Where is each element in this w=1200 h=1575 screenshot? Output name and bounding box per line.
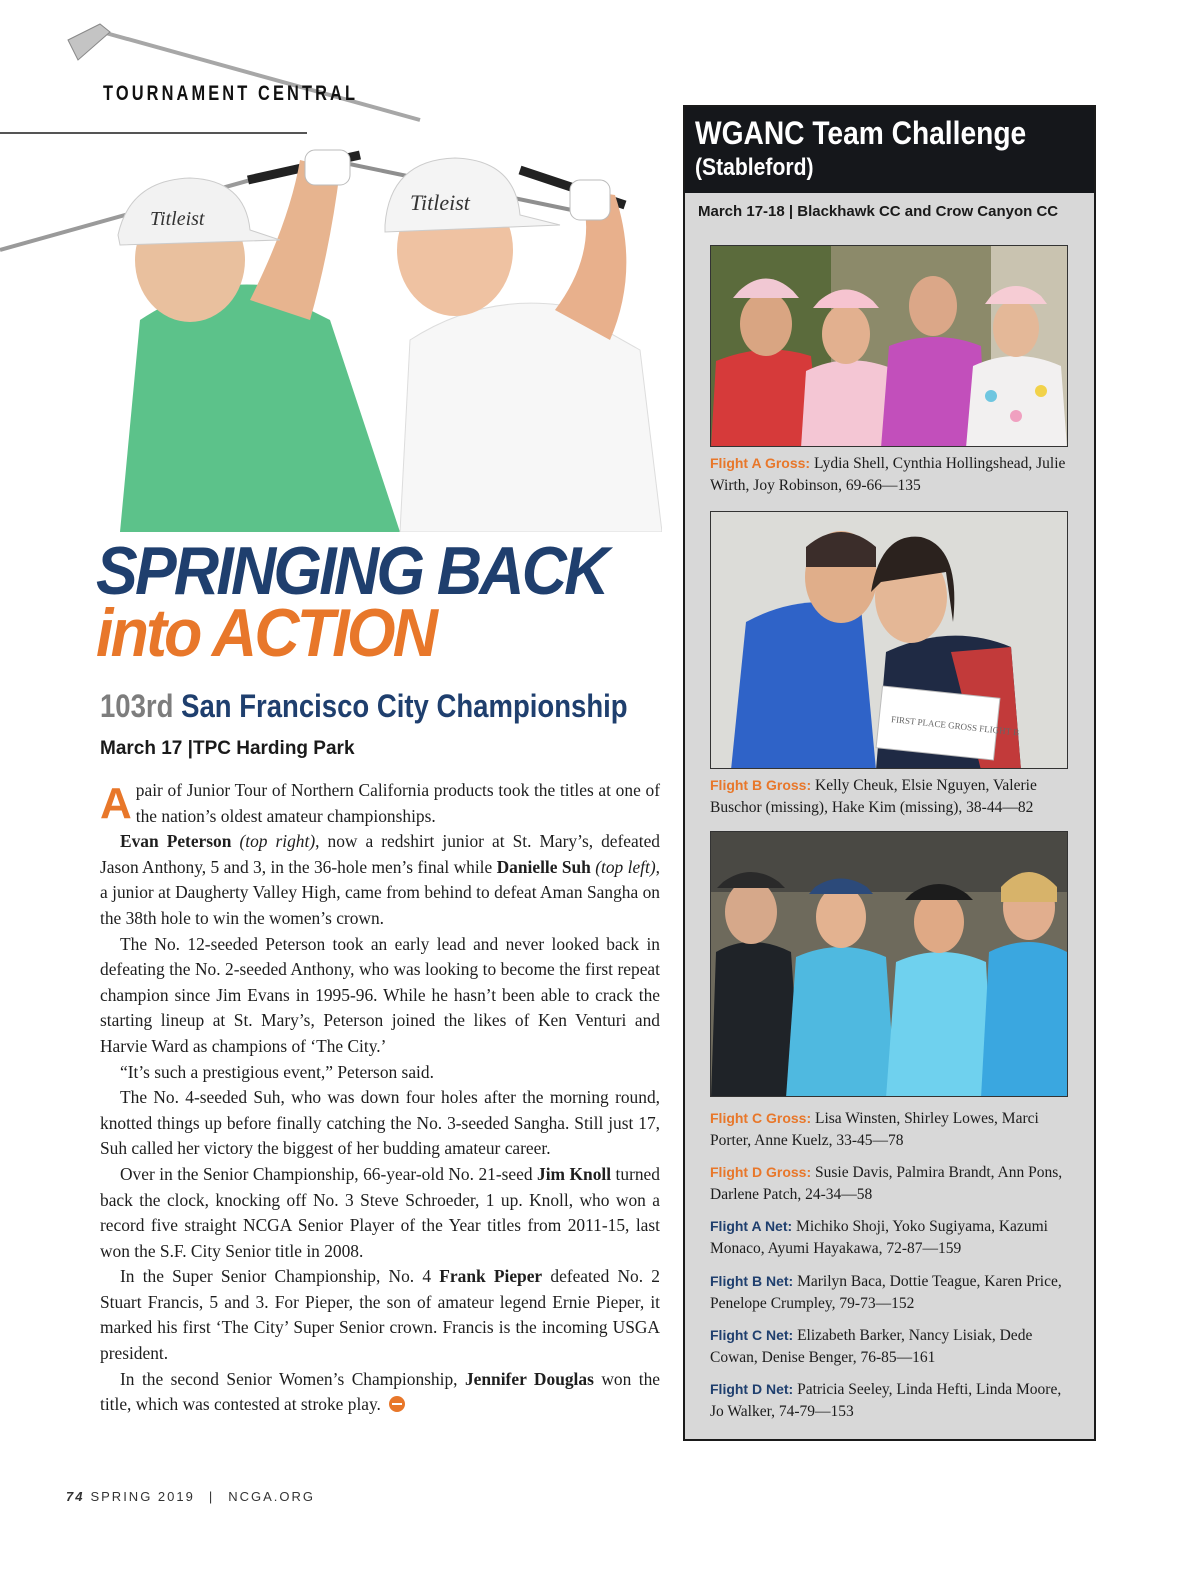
result-flight-d-net: Flight D Net: Patricia Seeley, Linda Hefti, Linda Moore, Jo Walker, 74-79—153	[710, 1381, 1062, 1420]
result-flight-a-net: Flight A Net: Michiko Shoji, Yoko Sugiyama, Kazumi Monaco, Ayumi Hayakawa, 72-87—159	[710, 1218, 1048, 1257]
sidebar-title: WGANC Team Challenge	[695, 115, 1027, 151]
end-mark-icon	[389, 1396, 405, 1412]
issue-label: SPRING 2019	[90, 1489, 195, 1504]
sidebar-header	[685, 107, 1094, 193]
subhead-ordinal: 103rd	[100, 688, 174, 724]
svg-text:Titleist: Titleist	[410, 190, 470, 215]
sidebar-subtitle: (Stableford)	[695, 154, 814, 181]
subhead-event-name: San Francisco City Championship	[181, 688, 628, 724]
team-photo-3	[710, 831, 1068, 1097]
team-photo-1	[710, 245, 1068, 447]
paragraph: Over in the Senior Championship, 66-year-old No. 21-seed Jim Knoll turned back the clock, knocking off No. 3 Steve Schroeder, 1 up. Knoll, who won a record five straight NCGA Senior Player of the Year titles from 2011-15, last won the S.F. City Senior title in 2008.	[100, 1163, 660, 1261]
section-label: TOURNAMENT CENTRAL	[103, 82, 359, 105]
award-card-text: FIRST PLACE GROSS FLIGHT B	[890, 714, 1020, 738]
drop-cap: A	[100, 779, 132, 828]
result-flight-c-gross: Flight C Gross: Lisa Winsten, Shirley Lowes, Marci Porter, Anne Kuelz, 33-45—78	[710, 1110, 1039, 1149]
paragraph: In the Super Senior Championship, No. 4 Frank Pieper defeated No. 2 Stuart Francis, 5 and 3. For Pieper, the son of amateur legend Ernie Pieper, it marked his first ‘The City’ Super Senior crown. Francis is the incoming USGA president.	[100, 1266, 660, 1364]
player-name: Jim Knoll	[537, 1163, 612, 1184]
paragraph: The No. 4-seeded Suh, who was down four holes after the morning round, knotted things up before finally catching the No. 3-seeded Sangha. Still just 17, Suh called her victory the biggest of her budding amateur career.	[100, 1087, 660, 1159]
paragraph: In the second Senior Women’s Championship, Jennifer Douglas won the title, which was contested at stroke play.	[100, 1368, 660, 1415]
paragraph: The No. 12-seeded Peterson took an early lead and never looked back in defeating the No. 2-seeded Anthony, who was looking to become the first repeat champion since Jim Evans in 1995-96. While he hasn’t been able to crack the starting lineup at St. Mary’s, Peterson joined the likes of Ken Venturi and Harvie Ward as champions of ‘The City.’	[100, 933, 660, 1056]
page-footer	[66, 1489, 315, 1504]
result-flight-a-gross: Flight A Gross: Lydia Shell, Cynthia Hollingshead, Julie Wirth, Joy Robinson, 69-66—135	[710, 455, 1066, 494]
result-flight-d-gross: Flight D Gross: Susie Davis, Palmira Brandt, Ann Pons, Darlene Patch, 24-34—58	[710, 1164, 1063, 1203]
headline-line-1: SPRINGING BACK	[96, 533, 607, 609]
sidebar-dateline: March 17-18 | Blackhawk CC and Crow Canyon CC	[698, 203, 1059, 220]
player-name: Danielle Suh	[496, 856, 591, 877]
article-body	[100, 778, 660, 1418]
player-name: Jennifer Douglas	[464, 1368, 594, 1389]
team-photo-2	[710, 511, 1068, 769]
player-name: Frank Pieper	[439, 1266, 543, 1287]
section-divider	[0, 132, 307, 134]
paragraph: Evan Peterson (top right), now a redshirt junior at St. Mary’s, defeated Jason Anthony, 5 and 3, in the 36-hole men’s final while Danielle Suh (top left), a junior at Daugherty Valley High, came from behind to defeat Aman Sangha on the 38th hole to win the women’s crown.	[100, 831, 660, 928]
svg-text:Titleist: Titleist	[150, 208, 205, 230]
page-number: 74	[66, 1489, 85, 1504]
headline	[96, 533, 651, 671]
site-url: NCGA.ORG	[228, 1489, 316, 1504]
paragraph: Apair of Junior Tour of Northern California products took the titles at one of the nation’s oldest amateur championships.	[100, 779, 660, 828]
article-dateline: March 17 |TPC Harding Park	[100, 738, 355, 759]
results-sidebar	[683, 105, 1096, 1441]
result-flight-b-gross: Flight B Gross: Kelly Cheuk, Elsie Nguyen, Valerie Buschor (missing), Hake Kim (missing), 38-44—82	[710, 777, 1037, 816]
headline-line-2: into ACTION	[96, 595, 436, 671]
result-flight-b-net: Flight B Net: Marilyn Baca, Dottie Teague, Karen Price, Penelope Crumpley, 79-73—152	[710, 1273, 1062, 1312]
paragraph: “It’s such a prestigious event,” Peterson said.	[120, 1061, 434, 1082]
article-subhead	[100, 688, 628, 725]
footer-separator: |	[208, 1489, 215, 1504]
result-flight-c-net: Flight C Net: Elizabeth Barker, Nancy Lisiak, Dede Cowan, Denise Benger, 76-85—161	[710, 1327, 1033, 1366]
player-name: Evan Peterson	[120, 831, 232, 852]
